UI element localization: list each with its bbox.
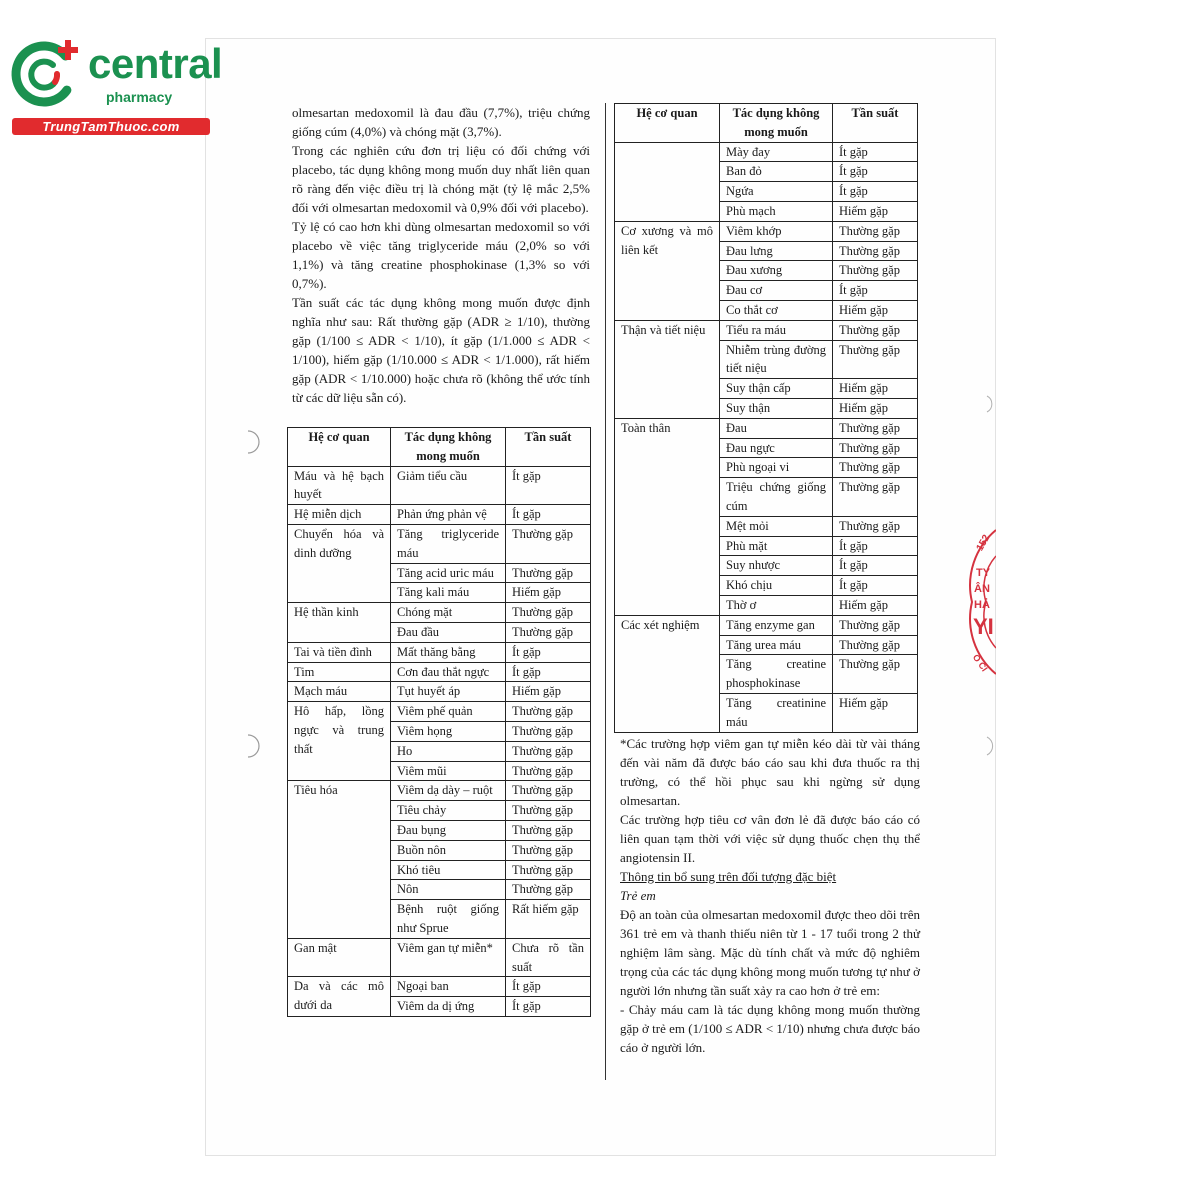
frequency-cell: Thường gặp [833,516,918,536]
table-row [615,221,918,241]
table-row [288,662,591,682]
central-pharmacy-logo-icon [8,36,82,110]
adverse-effect-cell: Tăng creatine phosphokinase [720,655,833,694]
adverse-effect-cell: Tăng urea máu [720,635,833,655]
adverse-effect-cell: Nôn [391,880,506,900]
organ-system-cell: Tim [288,662,391,682]
organ-system-cell: Tiêu hóa [288,781,391,938]
organ-system-cell: Gan mật [288,938,391,977]
adverse-effect-cell: Đau xương [720,261,833,281]
hole-punch-mark [984,735,994,757]
adverse-effect-cell: Suy nhược [720,556,833,576]
adverse-effect-cell: Đau lưng [720,241,833,261]
adverse-effect-cell: Tăng enzyme gan [720,615,833,635]
frequency-cell: Thường gặp [833,438,918,458]
adverse-effect-cell: Ban đỏ [720,162,833,182]
adverse-effect-cell: Nhiễm trùng đường tiết niệu [720,340,833,379]
frequency-cell: Ít gặp [833,281,918,301]
frequency-cell: Ít gặp [833,182,918,202]
organ-system-cell: Các xét nghiệm [615,615,720,732]
organ-system-cell: Tai và tiền đình [288,642,391,662]
paragraph: olmesartan medoxomil là đau đầu (7,7%), triệu chứng giống cúm (4,0%) và chóng mặt (3,7%). [292,105,590,139]
frequency-cell: Ít gặp [833,162,918,182]
section-heading: Thông tin bổ sung trên đối tượng đặc biệt [620,869,837,884]
table-row [288,781,591,801]
adverse-effect-cell: Tiểu ra máu [720,320,833,340]
adverse-effect-cell: Phù mạch [720,201,833,221]
frequency-cell: Thường gặp [506,603,591,623]
table-row [615,142,918,162]
table-row [288,505,591,525]
adverse-effect-cell: Bệnh ruột giống như Sprue [391,900,506,939]
table-row [288,682,591,702]
adverse-effect-cell: Viêm phế quản [391,702,506,722]
frequency-cell: Ít gặp [506,642,591,662]
header-frequency: Tần suất [833,104,918,143]
organ-system-cell: Mạch máu [288,682,391,702]
adverse-effect-cell: Mệt mỏi [720,516,833,536]
adverse-effect-cell: Thờ ơ [720,595,833,615]
organ-system-cell: Hệ thần kinh [288,603,391,643]
adverse-effect-cell: Tăng kali máu [391,583,506,603]
adverse-effect-cell: Ho [391,741,506,761]
frequency-cell: Thường gặp [506,820,591,840]
adverse-effects-table-right [614,103,918,733]
adverse-effect-cell: Cơn đau thắt ngực [391,662,506,682]
paragraph: Trong các nghiên cứu đơn trị liệu có đối chứng với placebo, tác dụng không mong muốn duy nhất liên quan rõ ràng đến việc điều trị là chóng mặt (tỷ lệ mắc 2,5% đối với olmesartan medoxomil và 0,9% đối với placebo). [292,143,590,215]
frequency-cell: Thường gặp [506,563,591,583]
frequency-cell: Thường gặp [833,478,918,517]
frequency-cell: Hiếm gặp [506,682,591,702]
frequency-cell: Ít gặp [506,662,591,682]
frequency-cell: Thường gặp [833,418,918,438]
adverse-effect-cell: Suy thận cấp [720,379,833,399]
table-row [288,938,591,977]
organ-system-cell: Hô hấp, lồng ngực và trung thất [288,702,391,781]
table-row [615,320,918,340]
frequency-cell: Ít gặp [833,556,918,576]
adverse-effect-cell: Viêm mũi [391,761,506,781]
logo-subtitle: pharmacy [106,89,173,105]
organ-system-cell: Chuyển hóa và dinh dưỡng [288,524,391,602]
header-organ-system: Hệ cơ quan [615,104,720,143]
frequency-cell: Ít gặp [506,977,591,997]
header-frequency: Tần suất [506,428,591,467]
frequency-cell: Thường gặp [506,702,591,722]
adverse-effect-cell: Ngứa [720,182,833,202]
frequency-cell: Ít gặp [833,536,918,556]
adverse-effect-cell: Suy thận [720,398,833,418]
adverse-effect-cell: Phù mặt [720,536,833,556]
frequency-cell: Hiếm gặp [833,379,918,399]
adverse-effect-cell: Ngoại ban [391,977,506,997]
adverse-effect-cell: Mày đay [720,142,833,162]
frequency-cell: Thường gặp [506,860,591,880]
frequency-cell: Hiếm gặp [506,583,591,603]
frequency-cell: Hiếm gặp [833,201,918,221]
paragraph: Tỷ lệ có cao hơn khi dùng olmesartan medoxomil so với placebo về việc tăng triglyceride máu (2,0% so với 1,1%) và tăng creatine phosphokinase (1,3% so với 0,7%). [292,219,590,291]
right-column-text [620,734,920,1057]
table-row [288,466,591,505]
frequency-cell: Thường gặp [506,781,591,801]
paragraph: Độ an toàn của olmesartan medoxomil được theo dõi trên 361 trẻ em và thanh thiếu niên từ 1 - 17 tuổi trong 2 thử nghiệm lâm sàng. Mặc dù tính chất và mức độ nghiêm trọng của các tác dụng không mong muốn tương tự như ở người lớn nhưng tần suất xảy ra cao hơn ở trẻ em: [620,907,920,998]
adverse-effect-cell: Co thắt cơ [720,300,833,320]
stamp-text: HẢ [974,599,990,611]
adverse-effect-cell: Tăng triglyceride máu [391,524,506,563]
header-adverse-effect: Tác dụng không mong muốn [391,428,506,467]
header-adverse-effect: Tác dụng không mong muốn [720,104,833,143]
organ-system-cell: Cơ xương và mô liên kết [615,221,720,320]
frequency-cell: Ít gặp [833,142,918,162]
frequency-cell: Hiếm gặp [833,300,918,320]
organ-system-cell: Máu và hệ bạch huyết [288,466,391,505]
frequency-cell: Thường gặp [506,761,591,781]
subheading: Trẻ em [620,888,656,903]
table-header-row [615,104,918,143]
adverse-effect-cell: Đau bụng [391,820,506,840]
organ-system-cell: Hệ miễn dịch [288,505,391,525]
adverse-effect-cell: Chóng mặt [391,603,506,623]
table-row [288,642,591,662]
adverse-effect-cell: Viêm dạ dày – ruột [391,781,506,801]
frequency-cell: Chưa rõ tần suất [506,938,591,977]
adverse-effect-cell: Phản ứng phản vệ [391,505,506,525]
adverse-effect-cell: Tụt huyết áp [391,682,506,702]
frequency-cell: Thường gặp [833,615,918,635]
frequency-cell: Thường gặp [833,458,918,478]
adverse-effect-cell: Khó chịu [720,576,833,596]
stamp-text: Ô CI [970,652,990,674]
organ-system-cell: Toàn thân [615,418,720,615]
frequency-cell: Thường gặp [833,261,918,281]
adverse-effect-cell: Tiêu chảy [391,801,506,821]
frequency-cell: Ít gặp [506,505,591,525]
footnote: *Các trường hợp viêm gan tự miễn kéo dài từ vài tháng đến vài năm đã được báo cáo sau khi đưa thuốc ra thị trường, có thể hồi phục sau khi ngừng sử dụng olmesartan. [620,736,920,808]
adverse-effect-cell: Viêm khớp [720,221,833,241]
stamp-text: 152 [974,533,993,553]
adverse-effect-cell: Viêm họng [391,721,506,741]
frequency-cell: Thường gặp [506,741,591,761]
paragraph: Tần suất các tác dụng không mong muốn được định nghĩa như sau: Rất thường gặp (ADR ≥ 1/10), thường gặp (1/100 ≤ ADR < 1/10), ít gặp (1/1.000 ≤ ADR < 1/100), hiếm gặp (1/10.000 ≤ ADR < 1/1.000), rất hiếm gặp (ADR < 1/10.000) hoặc chưa rõ (không thể ước tính từ các dữ liệu sẵn có). [292,295,590,405]
adverse-effect-cell: Mất thăng bằng [391,642,506,662]
adverse-effects-table-left [287,427,591,1017]
frequency-cell: Ít gặp [833,576,918,596]
frequency-cell: Hiếm gặp [833,398,918,418]
logo-banner: TrungTamThuoc.com [12,118,210,135]
frequency-cell: Thường gặp [833,340,918,379]
left-column-text [292,103,590,407]
adverse-effect-cell: Tăng acid uric máu [391,563,506,583]
company-stamp [968,528,996,676]
organ-system-cell [615,142,720,221]
frequency-cell: Thường gặp [833,221,918,241]
organ-system-cell: Da và các mô dưới da [288,977,391,1017]
paragraph: - Chảy máu cam là tác dụng không mong muốn thường gặp ở trẻ em (1/100 ≤ ADR < 1/10) nhưng chưa được báo cáo ở người lớn. [620,1002,920,1055]
frequency-cell: Rất hiếm gặp [506,900,591,939]
frequency-cell: Thường gặp [506,880,591,900]
hole-punch-mark [236,732,262,760]
table-header-row [288,428,591,467]
frequency-cell: Hiếm gặp [833,595,918,615]
paragraph: Các trường hợp tiêu cơ vân đơn lẻ đã được báo cáo có liên quan tạm thời với việc sử dụng thuốc chẹn thụ thể angiotensin II. [620,812,920,865]
frequency-cell: Thường gặp [506,840,591,860]
logo-wordmark: central [88,40,223,87]
frequency-cell: Hiếm gặp [833,693,918,732]
frequency-cell: Thường gặp [506,524,591,563]
adverse-effect-cell: Triệu chứng giống cúm [720,478,833,517]
frequency-cell: Thường gặp [833,241,918,261]
adverse-effect-cell: Tăng creatinine máu [720,693,833,732]
adverse-effect-cell: Giảm tiểu cầu [391,466,506,505]
table-row [288,977,591,997]
hole-punch-mark [236,428,262,456]
table-row [615,418,918,438]
table-row [288,603,591,623]
organ-system-cell: Thận và tiết niệu [615,320,720,418]
table-row [288,702,591,722]
frequency-cell: Ít gặp [506,466,591,505]
adverse-effect-cell: Đau đầu [391,622,506,642]
frequency-cell: Thường gặp [833,655,918,694]
adverse-effect-cell: Đau cơ [720,281,833,301]
stamp-text: YI [973,614,994,639]
adverse-effect-cell: Viêm da dị ứng [391,997,506,1017]
hole-punch-mark [984,394,994,414]
adverse-effect-cell: Viêm gan tự miễn* [391,938,506,977]
frequency-cell: Ít gặp [506,997,591,1017]
frequency-cell: Thường gặp [506,801,591,821]
adverse-effect-cell: Đau [720,418,833,438]
stamp-text: TY [976,567,991,579]
adverse-effect-cell: Phù ngoại vi [720,458,833,478]
stamp-text: ÂN [974,583,990,595]
column-divider [605,103,606,1080]
header-organ-system: Hệ cơ quan [288,428,391,467]
adverse-effect-cell: Đau ngực [720,438,833,458]
table-row [615,615,918,635]
frequency-cell: Thường gặp [833,635,918,655]
frequency-cell: Thường gặp [833,320,918,340]
adverse-effect-cell: Khó tiêu [391,860,506,880]
table-row [288,524,591,563]
frequency-cell: Thường gặp [506,622,591,642]
adverse-effect-cell: Buồn nôn [391,840,506,860]
frequency-cell: Thường gặp [506,721,591,741]
